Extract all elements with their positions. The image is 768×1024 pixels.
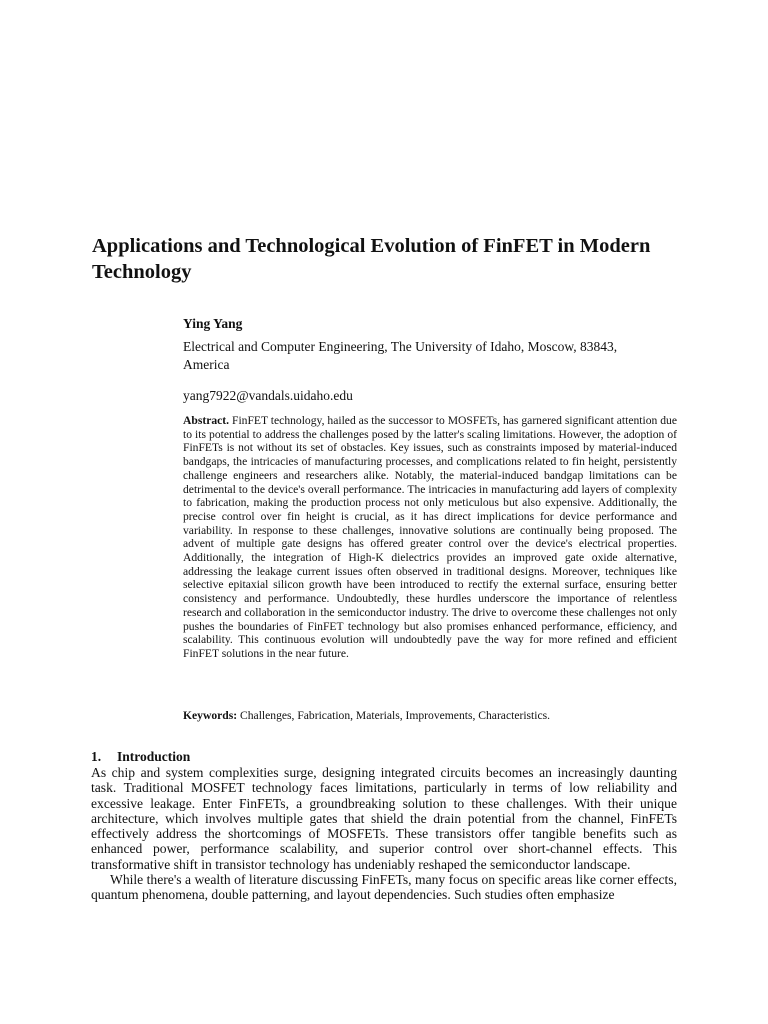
abstract-text: FinFET technology, hailed as the successor to MOSFETs, has garnered significant attention due to its potential to address the challenges posed by the latter's scaling limitations. However, the adoption of FinFETs is not without its set of obstacles. Key issues, such as constraints imposed by material-induced bandgaps, the intricacies of manufacturing processes, and complications related to fin height, persistently challenge engineers and researchers alike. Notably, the material-induced bandgap limitations can be detrimental to the device's overall performance. The intricacies in manufacturing add layers of complexity to fabrication, making the production process not only meticulous but also expensive. Additionally, the precise control over fin height is crucial, as it has direct implications for device performance and variability. In response to these challenges, innovative solutions are continually being proposed. The advent of multiple gate designs has offered greater control over the device's electrical properties. Additionally, the integration of High-K dielectrics provides an improved gate oxide alternative, addressing the leakage current issues often observed in traditional designs. Moreover, techniques like selective epitaxial silicon growth have been introduced to rectify the external surface, ensuring better consistency and performance. Undoubtedly, these hurdles underscore the importance of relentless research and collaboration in the semiconductor industry. The drive to overcome these challenges not only pushes the boundaries of FinFET technology but also promises enhanced performance, efficiency, and scalability. This continuous evolution will undoubtedly pave the way for more refined and efficient FinFET solutions in the near future. bbox=[183, 414, 678, 660]
keywords-label: Keywords: bbox=[183, 709, 238, 722]
section-heading bbox=[91, 749, 677, 765]
section-number: 1. bbox=[91, 749, 102, 764]
body-paragraph: As chip and system complexities surge, designing integrated circuits becomes an increasingly daunting task. Traditional MOSFET technology faces limitations, particularly in terms of low reliability and excessive leakage. Enter FinFETs, a groundbreaking solution to these challenges. With their unique architecture, which involves multiple gates that shield the drain potential from the channel, FinFETs effectively address the shortcomings of MOSFETs. These transistors offer tangible benefits such as enhanced power, performance scalability, and superior control over short-channel effects. This transformative shift in transistor technology has undeniably reshaped the semiconductor landscape. bbox=[91, 765, 677, 872]
paper-title: Applications and Technological Evolution of FinFET in Modern Technology bbox=[92, 235, 651, 283]
author-affiliation: Electrical and Computer Engineering, The University of Idaho, Moscow, 83843, America bbox=[183, 339, 618, 372]
keywords-text: Challenges, Fabrication, Materials, Improvements, Characteristics. bbox=[240, 709, 551, 722]
author-block bbox=[183, 315, 663, 405]
author-name: Ying Yang bbox=[183, 316, 243, 331]
section-introduction bbox=[91, 749, 677, 903]
body-paragraph: While there's a wealth of literature discussing FinFETs, many focus on specific areas like corner effects, quantum phenomena, double patterning, and layout dependencies. Such studies often emphasize bbox=[91, 872, 677, 903]
author-email: yang7922@vandals.uidaho.edu bbox=[183, 388, 353, 403]
keywords bbox=[183, 709, 677, 723]
abstract-label: Abstract. bbox=[183, 414, 230, 427]
abstract bbox=[183, 414, 677, 661]
section-title: Introduction bbox=[117, 749, 191, 764]
